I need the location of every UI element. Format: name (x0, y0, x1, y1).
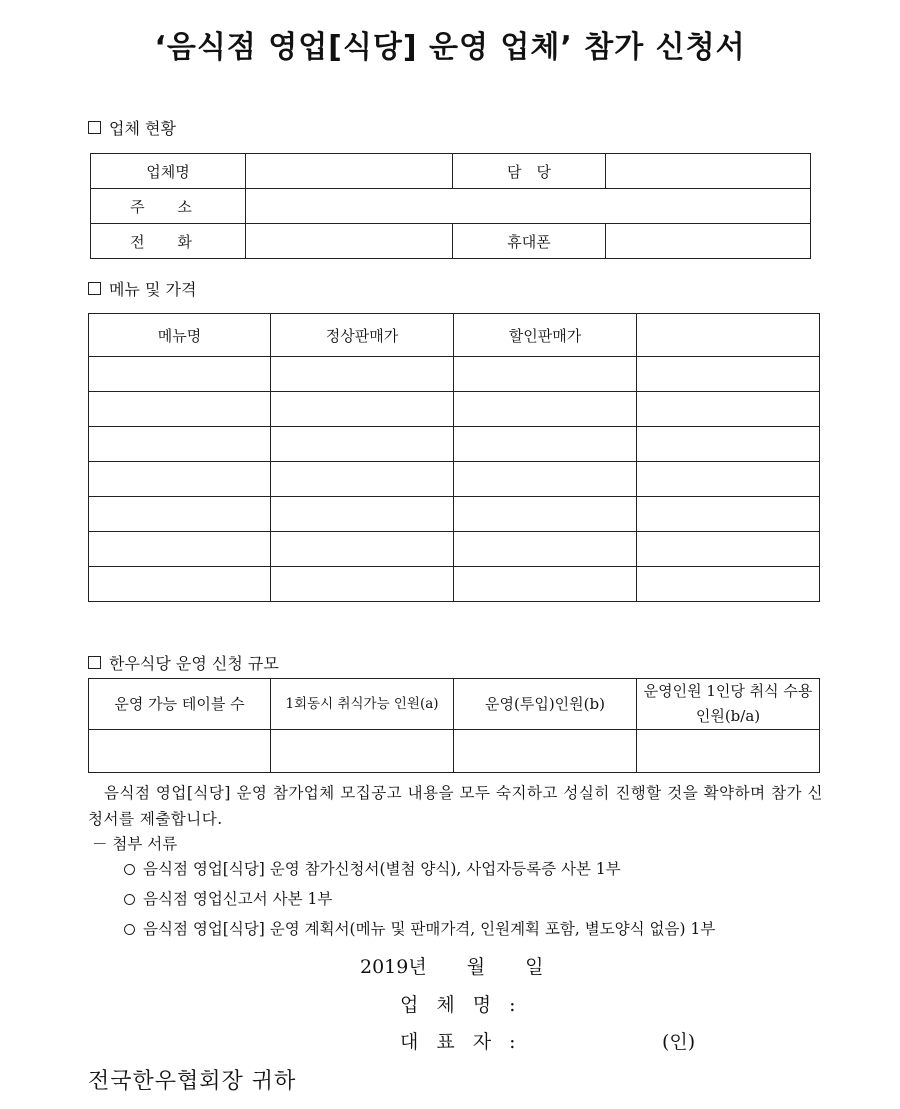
operation-scale-table (88, 678, 820, 773)
attachment-item (124, 856, 715, 886)
scale-header-staff: 운영(투입)인원(b) (454, 679, 637, 730)
menu-header-discount-price: 할인판매가 (454, 314, 637, 357)
attachment-text: 음식점 영업신고서 사본 1부 (143, 890, 333, 908)
scale-cell[interactable] (637, 730, 820, 773)
menu-cell[interactable] (271, 532, 454, 567)
checkbox-square-icon (88, 656, 101, 669)
section-menu-heading (88, 277, 196, 300)
section-scale-label: 한우식당 운영 신청 규모 (109, 654, 279, 673)
menu-cell[interactable] (89, 462, 271, 497)
section-scale-heading (88, 651, 279, 674)
menu-cell[interactable] (271, 392, 454, 427)
menu-cell[interactable] (89, 392, 271, 427)
menu-cell[interactable] (89, 567, 271, 602)
menu-header-extra (637, 314, 820, 357)
signature-company-label: 업 체 명 : (400, 994, 522, 1016)
menu-cell[interactable] (454, 462, 637, 497)
scale-header-ratio: 운영인원 1인당 취식 수용인원(b/a) (637, 679, 820, 730)
signature-rep-label: 대 표 자 : (400, 1031, 522, 1053)
circle-bullet-icon (124, 924, 135, 935)
attachments-list (124, 856, 715, 946)
section-menu-label: 메뉴 및 가격 (109, 280, 197, 299)
checkbox-square-icon (88, 121, 101, 134)
scale-cell[interactable] (271, 730, 454, 773)
menu-cell[interactable] (271, 357, 454, 392)
section-company-heading (88, 116, 176, 139)
circle-bullet-icon (124, 864, 135, 875)
submission-date (360, 952, 578, 979)
attachment-text: 음식점 영업[식당] 운영 계획서(메뉴 및 판매가격, 인원계획 포함, 별도양식 없음) 1부 (143, 920, 716, 938)
attachment-text: 음식점 영업[식당] 운영 참가신청서(별첨 양식), 사업자등록증 사본 1부 (143, 860, 621, 878)
seal-mark: (인) (662, 1031, 696, 1053)
menu-cell[interactable] (637, 427, 820, 462)
menu-header-regular-price: 정상판매가 (271, 314, 454, 357)
mobile-label: 휴대폰 (453, 224, 606, 259)
menu-cell[interactable] (271, 497, 454, 532)
date-day: 일 (525, 956, 544, 978)
menu-cell[interactable] (637, 497, 820, 532)
menu-cell[interactable] (271, 427, 454, 462)
manager-field[interactable] (606, 154, 811, 189)
date-month: 월 (466, 956, 486, 978)
address-field[interactable] (246, 189, 811, 224)
menu-cell[interactable] (89, 427, 271, 462)
phone-label: 전 화 (91, 224, 246, 259)
menu-cell[interactable] (454, 532, 637, 567)
checkbox-square-icon (88, 282, 101, 295)
menu-cell[interactable] (454, 392, 637, 427)
company-name-label: 업체명 (91, 154, 246, 189)
menu-header-name: 메뉴명 (89, 314, 271, 357)
menu-cell[interactable] (454, 567, 637, 602)
pledge-statement: 음식점 영업[식당] 운영 참가업체 모집공고 내용을 모두 숙지하고 성실히 진행할 것을 확약하며 참가 신청서를 제출합니다. (88, 784, 823, 828)
section-company-label: 업체 현황 (109, 119, 176, 138)
phone-field[interactable] (246, 224, 453, 259)
menu-cell[interactable] (637, 392, 820, 427)
menu-cell[interactable] (637, 532, 820, 567)
company-info-table (90, 153, 811, 259)
menu-cell[interactable] (454, 357, 637, 392)
form-title: ‘음식점 영업[식당] 운영 업체’ 참가 신청서 (154, 30, 746, 65)
mobile-field[interactable] (606, 224, 811, 259)
scale-header-capacity: 1회동시 취식가능 인원(a) (271, 679, 454, 730)
menu-cell[interactable] (89, 497, 271, 532)
manager-label: 담 당 (453, 154, 606, 189)
menu-cell[interactable] (454, 497, 637, 532)
attachment-item (124, 916, 715, 946)
attachment-item (124, 886, 715, 916)
circle-bullet-icon (124, 894, 135, 905)
menu-cell[interactable] (637, 462, 820, 497)
menu-cell[interactable] (637, 357, 820, 392)
scale-header-tables: 운영 가능 테이블 수 (89, 679, 271, 730)
company-name-field[interactable] (246, 154, 453, 189)
menu-cell[interactable] (271, 567, 454, 602)
scale-cell[interactable] (454, 730, 637, 773)
recipient-line: 전국한우협회장 귀하 (88, 1069, 297, 1094)
scale-cell[interactable] (89, 730, 271, 773)
menu-cell[interactable] (454, 427, 637, 462)
menu-cell[interactable] (271, 462, 454, 497)
menu-price-table (88, 313, 820, 602)
menu-cell[interactable] (637, 567, 820, 602)
date-year: 2019년 (360, 956, 427, 978)
address-label: 주 소 (91, 189, 246, 224)
menu-cell[interactable] (89, 532, 271, 567)
attachments-heading: － 첨부 서류 (92, 835, 178, 853)
menu-cell[interactable] (89, 357, 271, 392)
